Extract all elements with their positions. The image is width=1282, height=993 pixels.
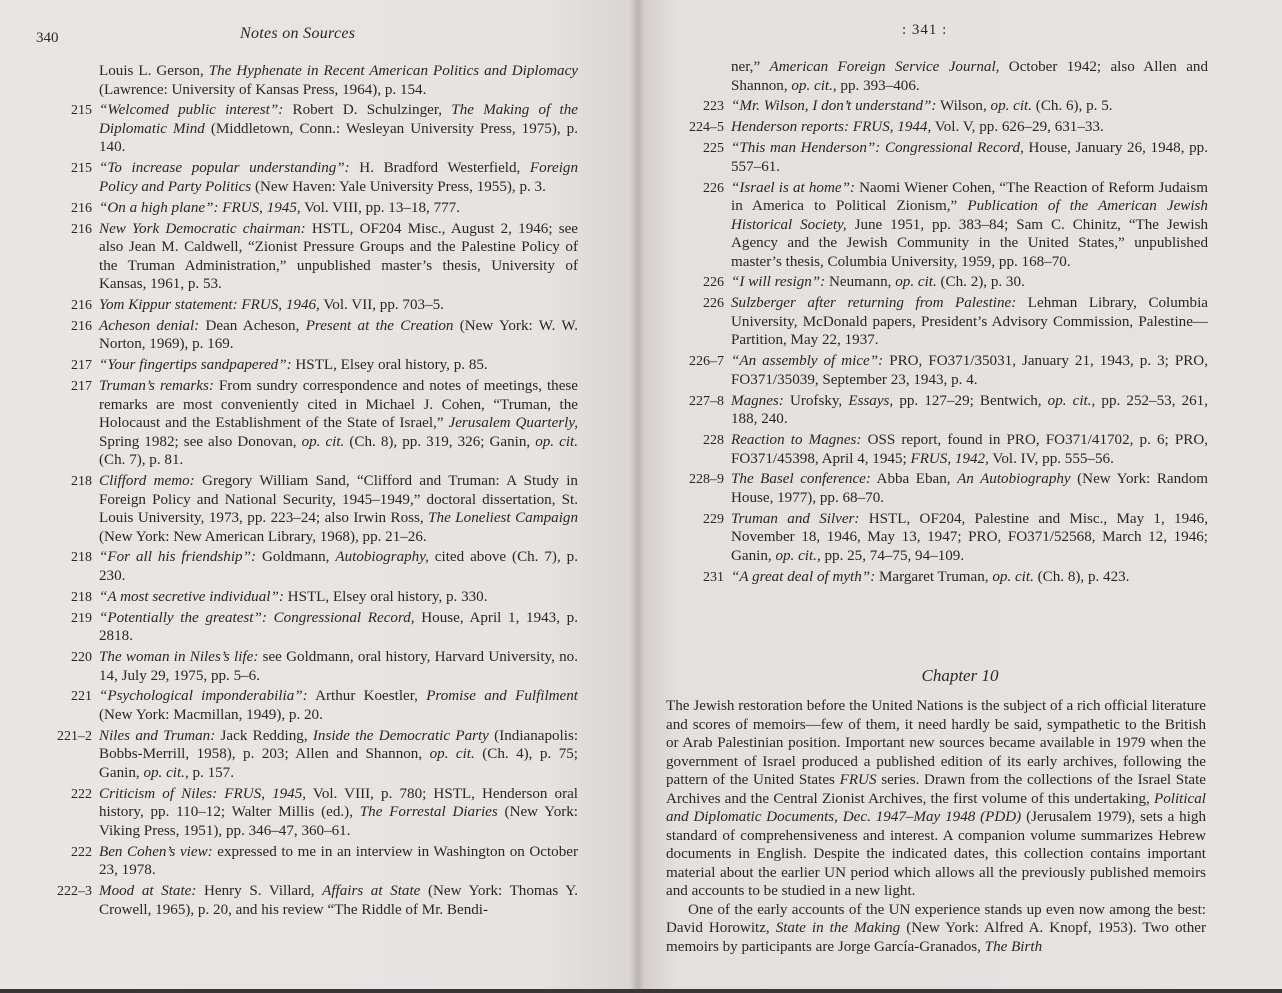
note-page-reference: 226 [703, 275, 724, 291]
italic-text: “A great deal of myth”: [731, 568, 876, 585]
italic-text: An Autobiography [957, 471, 1071, 488]
italic-text: New York Democratic chairman: [99, 220, 306, 237]
note-page-reference: 228 [703, 433, 724, 449]
roman-text: Naomi Wiener Cohen, “The Reaction of Reform Judaism in America to Political Zionism,” [731, 179, 1208, 215]
note-page-reference: 222 [71, 786, 92, 802]
note-entry [638, 568, 1208, 587]
roman-text: see Goldmann, oral history, Harvard University, no. 14, July 29, 1975, pp. 5–6. [99, 649, 578, 684]
note-entry [0, 548, 578, 585]
roman-text: (New York: Thomas Y. Crowell, 1965), p. 20, and his review “The Riddle of Mr. Bendi- [99, 883, 578, 918]
roman-text: Gregory William Sand, “Clifford and Truman: A Study in Foreign Policy and National Security, 1945–1949,” doctoral dissertation, St. Louis University, 1973, pp. 223–24; also Irwin Ross, [99, 473, 578, 527]
chapter-body-text [666, 697, 1206, 956]
note-entry [0, 588, 578, 607]
left-page [0, 0, 638, 993]
italic-text: FRUS, 1942, [910, 450, 989, 467]
italic-text: Publication of the American Jewish Historical Society, [731, 198, 1208, 233]
roman-text: expressed to me in an interview in Washington on October 23, 1978. [99, 843, 578, 879]
italic-text: Autobiography, [335, 549, 429, 566]
roman-text: Dean Acheson, [199, 317, 306, 334]
italic-text: “On a high plane”: FRUS, 1945, [99, 199, 301, 216]
roman-text: Vol. VII, pp. 703–5. [319, 296, 444, 313]
roman-text: June 1951, pp. 383–84; Sam C. Chinitz, “The Jewish Agency and the Jewish Community in the United States,” unpublished master’s thesis, Columbia University, 1959, pp. 168–70. [731, 216, 1208, 270]
italic-text: op. cit. [990, 98, 1033, 115]
roman-text: ner,” [731, 59, 770, 75]
left-page-number: 340 [36, 30, 59, 46]
italic-text: op. cit., [791, 77, 837, 94]
note-entry [0, 882, 578, 919]
italic-text: op. cit. [895, 274, 937, 291]
note-entry [638, 470, 1208, 507]
italic-text: “Potentially the greatest”: Congressional Record, [99, 609, 415, 626]
page-bottom-edge [0, 989, 1282, 993]
italic-text: State in the Making [775, 920, 901, 936]
italic-text: Essays, [848, 392, 894, 409]
right-page [638, 0, 1282, 993]
note-entry [638, 392, 1208, 429]
roman-text: The Jewish restoration before the United Nations is the subject of a rich official literature and scores of memoirs—few of them, it need hardly be said, sympathetic to the British or Arab Palestinian position. Important new sources became available in 1979 when the government of Israel produced a published edition of its early archives, following the pattern of the United States [666, 698, 1206, 788]
italic-text: Reaction to Magnes: [731, 432, 862, 449]
roman-text: Goldmann, [256, 549, 336, 566]
roman-text: One of the early accounts of the UN experience stands up even now among the best: David Horowitz, [666, 901, 1206, 936]
italic-text: Promise and Fulfilment [426, 688, 578, 705]
note-entry [0, 648, 578, 685]
roman-text: Vol. IV, pp. 555–56. [988, 450, 1114, 467]
note-entry [638, 294, 1208, 350]
note-page-reference: 217 [71, 379, 92, 395]
roman-text: HSTL, Elsey oral history, p. 85. [291, 357, 488, 374]
note-page-reference: 224–5 [689, 120, 724, 136]
italic-text: Acheson denial: [99, 317, 200, 334]
note-entry [0, 609, 578, 646]
roman-text: (New York: Macmillan, 1949), p. 20. [99, 706, 323, 723]
roman-text: pp. 127–29; Bentwich, [893, 392, 1048, 409]
italic-text: Yom Kippur statement: FRUS, 1946, [99, 296, 320, 313]
roman-text: Spring 1982; see also Donovan, [99, 433, 302, 450]
note-page-reference: 215 [71, 103, 92, 119]
roman-text: Arthur Koestler, [307, 688, 427, 705]
italic-text: Foreign Policy and Party Politics [99, 160, 578, 195]
note-page-reference: 231 [703, 569, 724, 585]
italic-text: op. cit., [775, 547, 821, 564]
roman-text: pp. 25, 74–75, 94–109. [820, 547, 965, 564]
roman-text: HSTL, OF204, Palestine and Misc., May 1, 1946, November 18, 1946, May 13, 1947; PRO, FO371/52568, March 12, 1946; Ganin, [731, 510, 1209, 564]
note-continuation [638, 58, 1208, 95]
running-head: Notes on Sources [240, 25, 356, 42]
roman-text: (New York: New American Library, 1968), pp. 21–26. [99, 528, 427, 545]
note-page-reference: 228–9 [689, 472, 724, 488]
roman-text: (Jerusalem 1979), sets a high standard of comprehensiveness and interest. A companion volume summarizes Hebrew documents in English. Despite the indicated dates, this collection contains important material about the earlier UN period which allows all the previously published memoirs and accounts to be studied in a new light. [666, 809, 1206, 899]
italic-text: “A most secretive individual”: [99, 588, 284, 605]
note-entry [0, 159, 578, 196]
roman-text: Jack Redding, [215, 727, 313, 744]
note-entry [0, 220, 578, 294]
note-page-reference: 221 [71, 689, 92, 705]
roman-text: (Ch. 7), p. 81. [99, 452, 184, 469]
note-entry [638, 273, 1208, 292]
note-entry [638, 179, 1208, 272]
italic-text: Henderson reports: FRUS, 1944, [731, 119, 932, 136]
note-page-reference: 215 [71, 161, 92, 177]
note-entry [0, 377, 578, 470]
note-page-reference: 217 [71, 358, 92, 374]
note-page-reference: 226 [703, 180, 724, 196]
roman-text: pp. 252–53, 261, 188, 240. [731, 392, 1208, 428]
italic-text: “Israel is at home”: [731, 179, 855, 196]
note-page-reference: 222 [71, 844, 92, 860]
roman-text: (New York: Alfred A. Knopf, 1953). Two other memoirs by participants are Jorge García-Granados, [666, 920, 1206, 955]
note-entry [638, 118, 1208, 137]
note-page-reference: 216 [71, 200, 92, 216]
note-page-reference: 218 [71, 550, 92, 566]
roman-text: (New York: W. W. Norton, 1969), p. 169. [99, 317, 579, 353]
roman-text: House, January 26, 1948, pp. 557–61. [731, 140, 1208, 175]
italic-text: op. cit. [535, 433, 578, 450]
roman-text: House, April 1, 1943, p. 2818. [99, 609, 578, 645]
roman-text: Margaret Truman, [875, 568, 993, 585]
italic-text: Truman’s remarks: [99, 378, 214, 395]
italic-text: “Psychological imponderabilia”: [99, 688, 308, 705]
roman-text: (Ch. 8), pp. 319, 326; Ganin, [344, 433, 536, 450]
roman-text: (Middletown, Conn.: Wesleyan University Press, 1975), p. 140. [99, 120, 578, 156]
italic-text: The Making of the Diplomatic Mind [99, 102, 578, 137]
note-entry [0, 199, 578, 218]
italic-text: op. cit. [301, 433, 345, 450]
note-page-reference: 216 [71, 221, 92, 237]
note-page-reference: 223 [703, 99, 724, 115]
note-page-reference: 219 [71, 610, 92, 626]
roman-text: H. Bradford Westerfield, [349, 160, 530, 177]
italic-text: Niles and Truman: [99, 727, 216, 744]
italic-text: “To increase popular understanding”: [99, 160, 350, 177]
italic-text: Affairs at State [322, 883, 421, 900]
italic-text: Sulzberger after returning from Palestine: [731, 295, 1017, 312]
roman-text: Lehman Library, Columbia University, McDonald papers, President’s Advisory Commission, Palestine—Partition, May 22, 1937. [731, 295, 1208, 349]
italic-text: American Foreign Service Journal, [769, 59, 1000, 75]
note-page-reference: 218 [71, 474, 92, 490]
italic-text: “For all his friendship”: [99, 549, 257, 566]
chapter-heading: Chapter 10 [921, 666, 999, 685]
note-page-reference: 229 [703, 511, 724, 527]
roman-text: HSTL, OF204 Misc., August 2, 1946; see also Jean M. Caldwell, “Zionist Pressure Groups and the Palestine Policy of the Truman Administration,” unpublished master’s thesis, University of Kansas, 1961, p. 53. [99, 220, 578, 293]
roman-text: Vol. VIII, pp. 13–18, 777. [300, 199, 461, 216]
roman-text: Robert D. Schulzinger, [283, 102, 452, 119]
italic-text: Magnes: [731, 392, 784, 409]
note-entry [0, 687, 578, 724]
italic-text: “This man Henderson”: Congressional Record, [731, 140, 1024, 157]
italic-text: “I will resign”: [731, 274, 826, 291]
note-page-reference: 222–3 [57, 884, 92, 900]
italic-text: op. cit. [429, 746, 475, 763]
roman-text: (Ch. 2), p. 30. [936, 274, 1025, 291]
roman-text: (Ch. 6), p. 5. [1032, 98, 1113, 115]
roman-text: Vol. V, pp. 626–29, 631–33. [931, 119, 1104, 136]
italic-text: “Welcomed public interest”: [99, 102, 284, 119]
italic-text: Inside the Democratic Party [312, 727, 489, 744]
roman-text: (Indianapolis: Bobbs-Merrill, 1958), p. 203; Allen and Shannon, [99, 727, 579, 763]
note-page-reference: 227–8 [689, 393, 724, 409]
roman-text: Vol. VIII, p. 780; HSTL, Henderson oral history, pp. 110–12; Walter Millis (ed.), [99, 785, 578, 821]
roman-text: Abba Eban, [870, 471, 958, 488]
note-page-reference: 221–2 [57, 728, 92, 744]
note-entry [0, 296, 578, 315]
body-paragraph [666, 697, 1206, 901]
roman-text: (New York: Viking Press, 1951), pp. 346–47, 360–61. [99, 804, 579, 839]
italic-text: Mood at State: [99, 883, 197, 900]
note-entry [0, 785, 578, 841]
roman-text: (Ch. 8), p. 423. [1033, 568, 1130, 585]
italic-text: Ben Cohen’s view: [99, 843, 213, 860]
roman-text: PRO, FO371/35031, January 21, 1943, p. 3; PRO, FO371/35039, September 23, 1943, p. 4. [731, 353, 1208, 388]
right-page-number: : 341 : [902, 22, 948, 38]
italic-text: The Forrestal Diaries [359, 804, 498, 821]
roman-text: cited above (Ch. 7), p. 230. [99, 549, 578, 584]
left-notes-list [0, 62, 578, 921]
note-page-reference: 216 [71, 318, 92, 334]
note-entry [0, 843, 578, 880]
note-page-reference: 225 [703, 141, 724, 157]
book-gutter [630, 0, 644, 993]
italic-text: “An assembly of mice”: [731, 353, 884, 370]
italic-text: Clifford memo: [99, 473, 195, 490]
italic-text: The Loneliest Campaign [428, 510, 578, 527]
roman-text: Neumann, [825, 274, 896, 291]
roman-text: (New York: Random House, 1977), pp. 68–70. [731, 471, 1208, 506]
italic-text: op. cit., [143, 764, 189, 781]
note-entry [0, 356, 578, 375]
right-notes-list [638, 58, 1208, 589]
italic-text: Truman and Silver: [731, 510, 860, 527]
italic-text: The woman in Niles’s life: [99, 649, 259, 666]
roman-text: p. 157. [188, 764, 234, 781]
roman-text: (New Haven: Yale University Press, 1955), p. 3. [251, 178, 546, 195]
roman-text: OSS report, found in PRO, FO371/41702, p. 6; PRO, FO371/45398, April 4, 1945; [731, 432, 1208, 467]
italic-text: Jerusalem Quarterly, [448, 415, 578, 432]
roman-text: Urofsky, [783, 392, 849, 409]
note-entry [0, 727, 578, 783]
italic-text: op. cit. [992, 568, 1034, 585]
roman-text: (Ch. 4), p. 75; Ganin, [99, 746, 578, 781]
roman-text: Wilson, [936, 98, 991, 115]
note-entry [0, 317, 578, 354]
note-entry [638, 97, 1208, 116]
note-entry [0, 101, 578, 157]
roman-text: series. Drawn from the collections of the Israel State Archives and the Central Zionist Archives, the first volume of this undertaking, [666, 772, 1206, 807]
note-entry [638, 510, 1208, 566]
roman-text: From sundry correspondence and notes of meetings, these remarks are most conveniently cited in Michael J. Cohen, “Truman, the Holocaust and the Establishment of the State of Israel,” [99, 378, 579, 432]
italic-text: Political and Diplomatic Documents, Dec. 1947–May 1948 (PDD) [666, 790, 1206, 825]
note-page-reference: 216 [71, 297, 92, 313]
note-page-reference: 220 [71, 650, 92, 666]
roman-text: HSTL, Elsey oral history, p. 330. [283, 588, 488, 605]
italic-text: “Your fingertips sandpapered”: [99, 357, 292, 374]
note-entry [638, 139, 1208, 176]
italic-text: “Mr. Wilson, I don’t understand”: [731, 98, 937, 115]
note-entry [638, 352, 1208, 389]
italic-text: FRUS [839, 772, 877, 788]
note-entry [0, 472, 578, 546]
roman-text: October 1942; also Allen and Shannon, [731, 59, 1208, 94]
roman-text: Louis L. Gerson, [99, 63, 209, 79]
roman-text: (Lawrence: University of Kansas Press, 1964), p. 154. [99, 81, 427, 98]
italic-text: op. cit., [1047, 392, 1096, 409]
body-paragraph [666, 901, 1206, 957]
roman-text: pp. 393–406. [836, 77, 920, 94]
note-entry [638, 431, 1208, 468]
italic-text: Criticism of Niles: FRUS, 1945, [99, 785, 307, 802]
note-continuation [0, 62, 578, 99]
italic-text: The Hyphenate in Recent American Politics and Diplomacy [208, 63, 579, 79]
note-page-reference: 226 [703, 296, 724, 312]
italic-text: The Basel conference: [731, 471, 871, 488]
note-page-reference: 218 [71, 589, 92, 605]
roman-text: Henry S. Villard, [196, 883, 323, 900]
italic-text: The Birth [984, 938, 1043, 955]
italic-text: Present at the Creation [305, 317, 454, 334]
note-page-reference: 226–7 [689, 354, 724, 370]
